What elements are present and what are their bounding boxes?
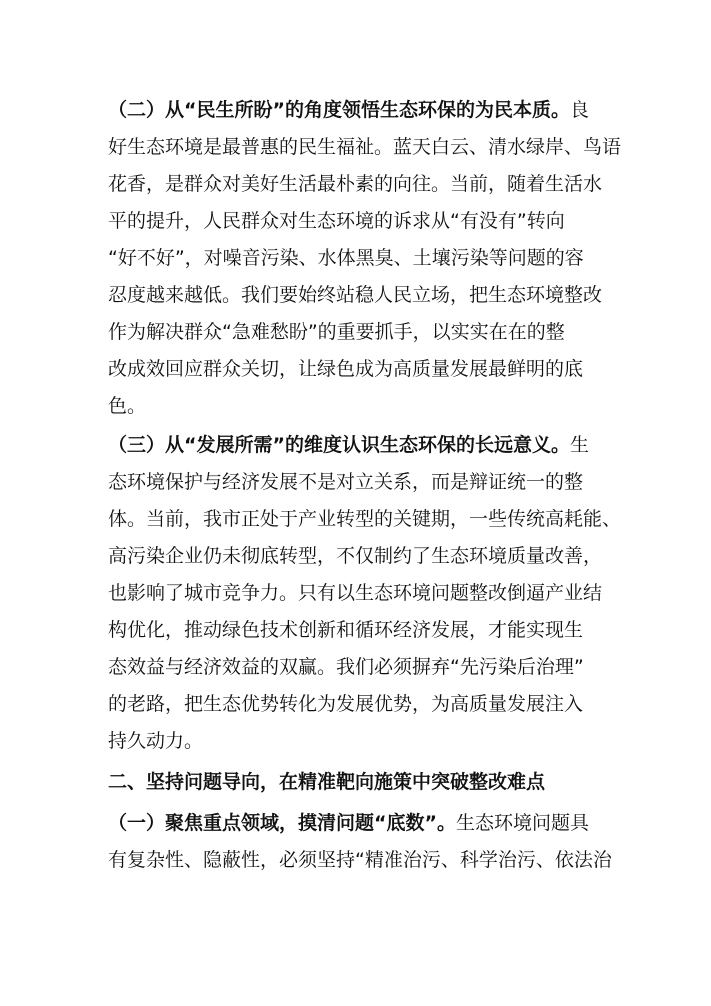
paragraph-line: 态效益与经济效益的双赢。我们必须摒弃“先污染后治理” <box>108 656 584 678</box>
paragraph-line: 持久动力。 <box>108 730 204 752</box>
paragraph-line: 色。 <box>108 395 147 417</box>
paragraph-line: 有复杂性、隐蔽性，必须坚持“精准治污、科学治污、依法治 <box>108 849 612 871</box>
paragraph-line: 平的提升，人民群众对生态环境的诉求从“有没有”转向 <box>108 210 565 232</box>
paragraph-line: 态环境保护与经济发展不是对立关系，而是辩证统一的整 <box>108 471 584 493</box>
paragraph-line: 也影响了城市竞争力。只有以生态环境问题整改倒逼产业结 <box>108 582 603 604</box>
subsection-1-text: 生态环境问题具 <box>455 812 589 834</box>
paragraph-line: 的老路，把生态优势转化为发展优势，为高质量发展注入 <box>108 693 584 715</box>
paragraph-3-text: 生 <box>569 434 589 456</box>
subsection-1-line-1 <box>108 810 608 836</box>
paragraph-2-line-1 <box>108 97 608 123</box>
paragraph-3-line-1 <box>108 432 608 458</box>
paragraph-line: 作为解决群众“急难愁盼”的重要抓手，以实实在在的整 <box>108 321 565 343</box>
paragraph-2-text: 良 <box>569 99 589 121</box>
paragraph-line: 构优化，推动绿色技术创新和循环经济发展，才能实现生 <box>108 619 584 641</box>
paragraph-line: 花香，是群众对美好生活最朴素的向往。当前，随着生活水 <box>108 173 603 195</box>
section-heading-3: （三）从“发展所需”的维度认识生态环保的长远意义。 <box>108 434 570 456</box>
paragraph-line: 高污染企业仍未彻底转型，不仅制约了生态环境质量改善， <box>108 545 603 567</box>
paragraph-line: 好生态环境是最普惠的民生福祉。蓝天白云、清水绿岸、鸟语 <box>108 136 622 158</box>
paragraph-line: 改成效回应群众关切，让绿色成为高质量发展最鲜明的底 <box>108 358 584 380</box>
chapter-heading-2: 二、坚持问题导向，在精准靶向施策中突破整改难点 <box>108 771 546 793</box>
paragraph-line: 忍度越来越低。我们要始终站稳人民立场，把生态环境整改 <box>108 284 603 306</box>
subsection-heading-1: （一）聚焦重点领域，摸清问题“底数”。 <box>108 812 456 834</box>
section-heading-2: （二）从“民生所盼”的角度领悟生态环保的为民本质。 <box>108 99 570 121</box>
paragraph-line: 体。当前，我市正处于产业转型的关键期，一些传统高耗能、 <box>108 508 622 530</box>
paragraph-line: “好不好”，对噪音污染、水体黑臭、土壤污染等问题的容 <box>108 247 584 269</box>
